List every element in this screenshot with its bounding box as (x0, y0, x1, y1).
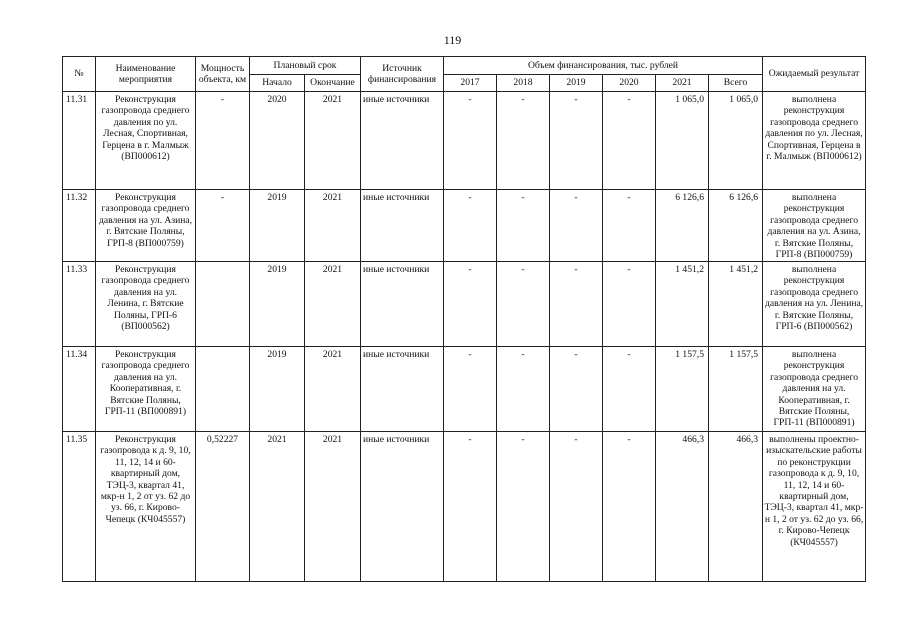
header-name: Наименование мероприятия (96, 57, 196, 92)
header-year-2020: 2020 (603, 75, 656, 92)
header-term: Плановый срок (250, 57, 361, 75)
row-2018: - (497, 92, 550, 190)
header-power: Мощность объекта, км (196, 57, 250, 92)
row-power: - (196, 190, 250, 262)
row-end: 2021 (305, 92, 361, 190)
table-row (63, 347, 866, 432)
row-num: 11.33 (63, 262, 96, 347)
row-result: выполнена реконструкция газопровода среднего давления на ул. Ленина, г. Вятские Поляны, ГРП-6 (ВП000562) (763, 262, 866, 347)
row-end: 2021 (305, 432, 361, 582)
row-num: 11.31 (63, 92, 96, 190)
row-total: 466,3 (709, 432, 763, 582)
page-number: 119 (443, 33, 462, 47)
row-2018: - (497, 190, 550, 262)
row-2017: - (444, 432, 497, 582)
financing-table (62, 56, 866, 582)
row-total: 1 065,0 (709, 92, 763, 190)
row-2019: - (550, 262, 603, 347)
row-total: 1 157,5 (709, 347, 763, 432)
row-name: Реконструкция газопровода среднего давления на ул. Азина, г. Вятские Поляны, ГРП-8 (ВП000759) (96, 190, 196, 262)
header-source: Источник финансирования (361, 57, 444, 92)
row-2021: 6 126,6 (656, 190, 709, 262)
row-2018: - (497, 262, 550, 347)
table-row (63, 262, 866, 347)
row-2020: - (603, 190, 656, 262)
header-term-start: Начало (250, 75, 305, 92)
row-total: 6 126,6 (709, 190, 763, 262)
row-2019: - (550, 432, 603, 582)
row-2020: - (603, 347, 656, 432)
header-year-2019: 2019 (550, 75, 603, 92)
row-num: 11.34 (63, 347, 96, 432)
table-row (63, 190, 866, 262)
header-finance: Объем финансирования, тыс. рублей (444, 57, 763, 75)
row-2020: - (603, 262, 656, 347)
row-end: 2021 (305, 190, 361, 262)
row-start: 2020 (250, 92, 305, 190)
row-2020: - (603, 432, 656, 582)
row-start: 2019 (250, 347, 305, 432)
row-2017: - (444, 347, 497, 432)
row-2021: 466,3 (656, 432, 709, 582)
header-term-end: Окончание (305, 75, 361, 92)
row-power: - (196, 92, 250, 190)
row-name: Реконструкция газопровода среднего давления по ул. Лесная, Спортивная, Герцена в г. Малмыж (ВП000612) (96, 92, 196, 190)
header-num: № (63, 57, 96, 92)
row-2018: - (497, 347, 550, 432)
row-power: 0,52227 (196, 432, 250, 582)
row-2020: - (603, 92, 656, 190)
row-num: 11.32 (63, 190, 96, 262)
row-end: 2021 (305, 347, 361, 432)
header-year-2018: 2018 (497, 75, 550, 92)
table-row (63, 92, 866, 190)
row-name: Реконструкция газопровода среднего давления на ул. Ленина, г. Вятские Поляны, ГРП-6 (ВП000562) (96, 262, 196, 347)
header-year-2017: 2017 (444, 75, 497, 92)
row-2017: - (444, 92, 497, 190)
row-result: выполнены проектно-изыскательские работы по реконструкции газопровода к д. 9, 10, 11, 12, 14 и 60-квартирный дом, ТЭЦ-3, квартал 41, мкр-н 1, 2 от уз. 62 до уз. 66, г. Кирово-Чепецк (КЧ045557) (763, 432, 866, 582)
row-end: 2021 (305, 262, 361, 347)
header-year-total: Всего (709, 75, 763, 92)
row-power (196, 262, 250, 347)
row-num: 11.35 (63, 432, 96, 582)
row-name: Реконструкция газопровода среднего давления на ул. Кооперативная, г. Вятские Поляны, ГРП-11 (ВП000891) (96, 347, 196, 432)
row-start: 2019 (250, 190, 305, 262)
row-name: Реконструкция газопровода к д. 9, 10, 11, 12, 14 и 60-квартирный дом, ТЭЦ-3, квартал 41, мкр-н 1, 2 от уз. 62 до уз. 66, г. Кирово-Чепецк (КЧ045557) (96, 432, 196, 582)
row-start: 2019 (250, 262, 305, 347)
row-source: иные источники (361, 190, 444, 262)
row-total: 1 451,2 (709, 262, 763, 347)
row-result: выполнена реконструкция газопровода среднего давления на ул. Кооперативная, г. Вятские Поляны, ГРП-11 (ВП000891) (763, 347, 866, 432)
row-2018: - (497, 432, 550, 582)
row-result: выполнена реконструкция газопровода среднего давления на ул. Азина, г. Вятские Поляны, ГРП-8 (ВП000759) (763, 190, 866, 262)
row-source: иные источники (361, 347, 444, 432)
row-source: иные источники (361, 92, 444, 190)
row-2019: - (550, 190, 603, 262)
row-2021: 1 157,5 (656, 347, 709, 432)
header-year-2021: 2021 (656, 75, 709, 92)
row-2019: - (550, 347, 603, 432)
row-source: иные источники (361, 432, 444, 582)
row-result: выполнена реконструкция газопровода среднего давления по ул. Лесная, Спортивная, Герцена в г. Малмыж (ВП000612) (763, 92, 866, 190)
row-2019: - (550, 92, 603, 190)
row-source: иные источники (361, 262, 444, 347)
row-power (196, 347, 250, 432)
row-2017: - (444, 190, 497, 262)
row-2021: 1 451,2 (656, 262, 709, 347)
row-2017: - (444, 262, 497, 347)
row-start: 2021 (250, 432, 305, 582)
table-row (63, 432, 866, 582)
row-2021: 1 065,0 (656, 92, 709, 190)
header-result: Ожидаемый результат (763, 57, 866, 92)
